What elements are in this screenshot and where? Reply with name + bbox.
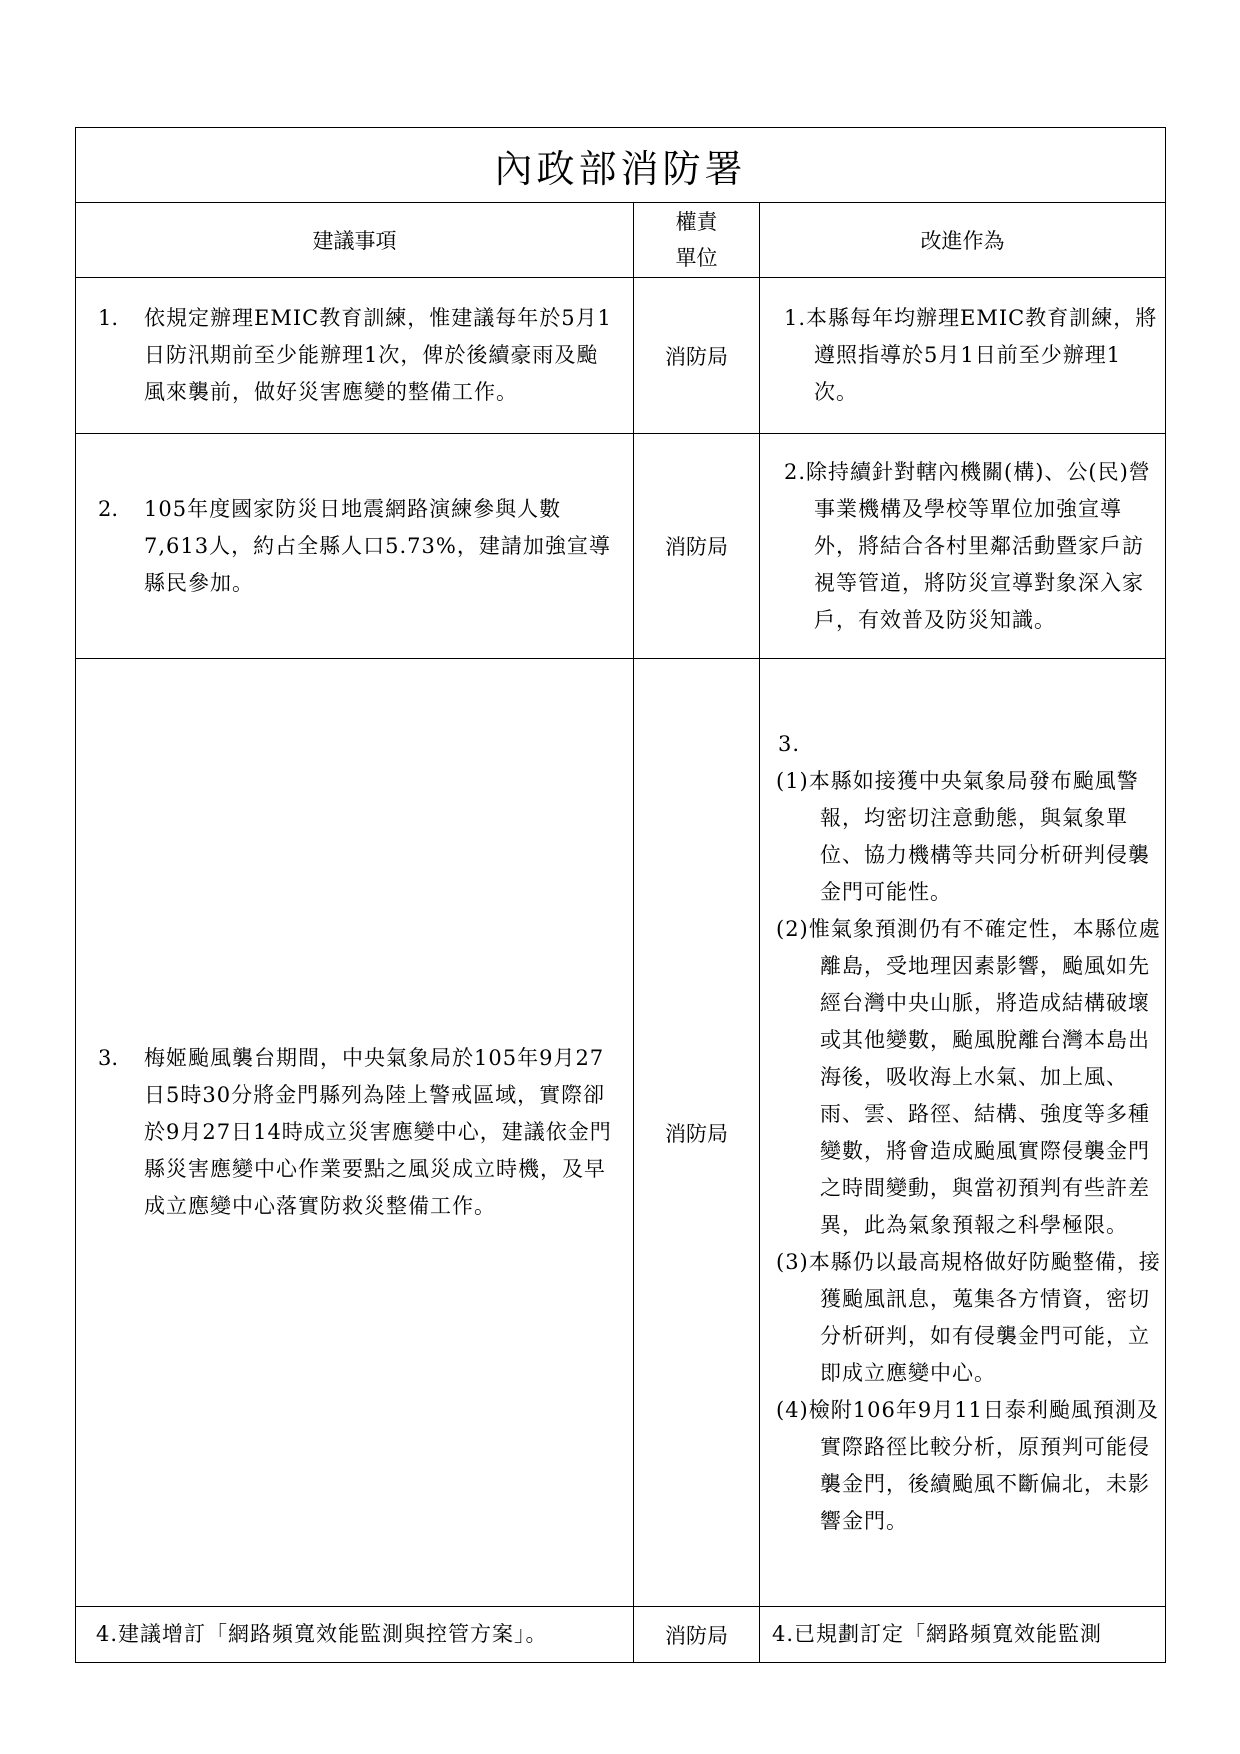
unit-cell: 消防局 <box>634 434 760 659</box>
response-text: 2.除持續針對轄內機關(構)、公(民)營事業機構及學校等單位加強宣導外，將結合各村里鄰活動暨家戶訪視等管道，將防災宣導對象深入家戶，有效普及防災知識。 <box>784 459 1151 632</box>
suggestion-text: 105年度國家防災日地震網路演練參與人數7,613人，約占全縣人口5.73%，建請加強宣導縣民參加。 <box>144 496 611 595</box>
item-number: 3. <box>98 1046 119 1070</box>
suggestion-cell <box>76 278 634 434</box>
table-row <box>76 434 1166 659</box>
response-cell <box>760 278 1166 434</box>
item-number: 1. <box>98 306 119 330</box>
header-unit-line2: 單位 <box>675 246 718 270</box>
table-row <box>76 278 1166 434</box>
table-row <box>76 1607 1166 1663</box>
suggestion-table <box>75 127 1166 1663</box>
header-unit <box>634 203 760 278</box>
unit-cell: 消防局 <box>634 278 760 434</box>
header-unit-line1: 權責 <box>675 210 718 234</box>
suggestion-text: 4.建議增訂「網路頻寬效能監測與控管方案」。 <box>96 1622 548 1646</box>
response-text: 1.本縣每年均辦理EMIC教育訓練，將遵照指導於5月1日前至少辦理1次。 <box>784 306 1158 404</box>
response-cell <box>760 659 1166 1607</box>
page-title: 內政部消防署 <box>76 128 1166 203</box>
header-row <box>76 203 1166 278</box>
suggestion-text: 依規定辦理EMIC教育訓練，惟建議每年於5月1日防汛期前至少能辦理1次，俾於後續豪雨及颱風來襲前，做好災害應變的整備工作。 <box>144 306 612 404</box>
response-text: 4.已規劃訂定「網路頻寬效能監測 <box>772 1622 1103 1646</box>
document <box>75 127 1165 1663</box>
unit-cell: 消防局 <box>634 1607 760 1663</box>
response-subitem: (2)惟氣象預測仍有不確定性，本縣位處離島，受地理因素影響，颱風如先經台灣中央山脈，將造成結構破壞或其他變數，颱風脫離台灣本島出海後，吸收海上水氣、加上風、雨、雲、路徑、結構、強度等多種變數，將會造成颱風實際侵襲金門之時間變動，與當初預判有些許差異，此為氣象預報之科學極限。 <box>776 916 1161 1237</box>
response-subitem: (4)檢附106年9月11日泰利颱風預測及實際路徑比較分析，原預判可能侵襲金門，後續颱風不斷偏北，未影響金門。 <box>776 1397 1159 1533</box>
table-row <box>76 659 1166 1607</box>
suggestion-cell <box>76 1607 634 1663</box>
response-cell <box>760 1607 1166 1663</box>
response-subitem: (3)本縣仍以最高規格做好防颱整備，接獲颱風訊息，蒐集各方情資，密切分析研判，如有侵襲金門可能，立即成立應變中心。 <box>776 1249 1161 1385</box>
response-heading: 3. <box>778 731 801 756</box>
header-action: 改進作為 <box>760 203 1166 278</box>
response-cell <box>760 434 1166 659</box>
suggestion-text: 梅姬颱風襲台期間，中央氣象局於105年9月27日5時30分將金門縣列為陸上警戒區域，實際卻於9月27日14時成立災害應變中心，建議依金門縣災害應變中心作業要點之風災成立時機，及早成立應變中心落實防救災整備工作。 <box>144 1046 612 1218</box>
item-number: 2. <box>98 496 119 521</box>
unit-cell: 消防局 <box>634 659 760 1607</box>
response-subitem: (1)本縣如接獲中央氣象局發布颱風警報，均密切注意動態，與氣象單位、協力機構等共同分析研判侵襲金門可能性。 <box>776 768 1150 904</box>
suggestion-cell <box>76 659 634 1607</box>
suggestion-cell <box>76 434 634 659</box>
header-suggestion: 建議事項 <box>76 203 634 278</box>
